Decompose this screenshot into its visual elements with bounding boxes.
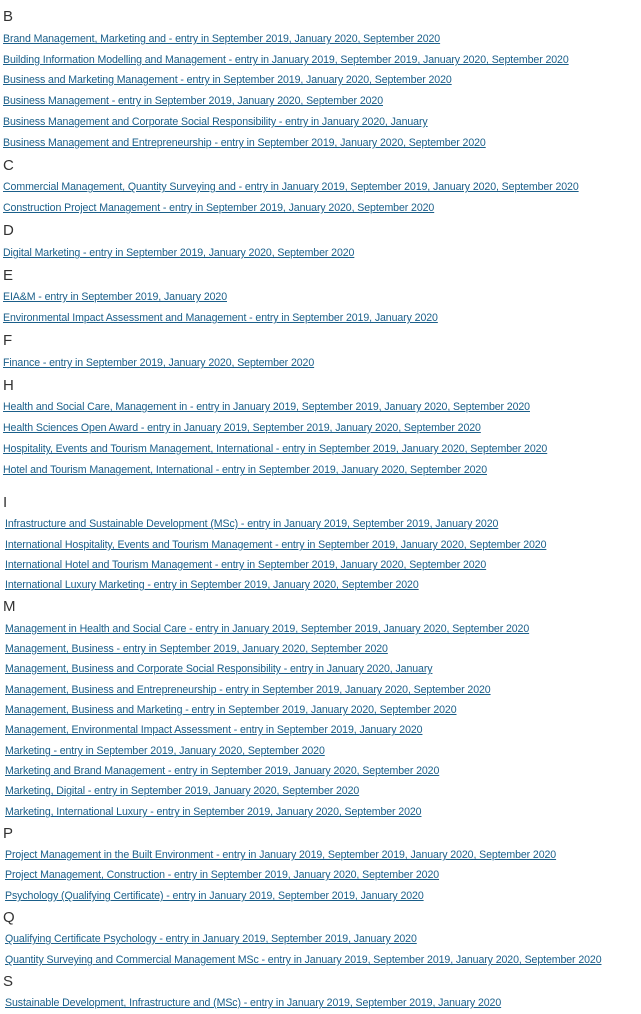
course-link[interactable]: Building Information Modelling and Management - entry in January 2019, September 2019, January 2020, September 2020 — [3, 54, 569, 66]
course-link[interactable]: Management, Business and Corporate Social Responsibility - entry in January 2020, January — [5, 663, 433, 675]
course-link[interactable]: Health Sciences Open Award - entry in January 2019, September 2019, January 2020, September 2020 — [3, 422, 481, 434]
course-link[interactable]: Business Management - entry in September 2019, January 2020, September 2020 — [3, 95, 383, 107]
course-link[interactable]: Management, Business and Marketing - entry in September 2019, January 2020, September 2020 — [5, 704, 457, 716]
course-link[interactable]: Management, Business and Entrepreneurship - entry in September 2019, January 2020, September 2020 — [5, 684, 491, 696]
course-link[interactable]: Management, Environmental Impact Assessment - entry in September 2019, January 2020 — [5, 724, 423, 736]
course-link[interactable]: EIA&M - entry in September 2019, January 2020 — [3, 291, 227, 303]
course-link[interactable]: Finance - entry in September 2019, January 2020, September 2020 — [3, 357, 315, 369]
section-letter-i: I — [3, 494, 8, 511]
section-letter-d: D — [3, 222, 14, 239]
course-link[interactable]: Construction Project Management - entry in September 2019, January 2020, September 2020 — [3, 202, 435, 214]
course-link[interactable]: Marketing - entry in September 2019, January 2020, September 2020 — [5, 745, 325, 757]
course-link[interactable]: Digital Marketing - entry in September 2019, January 2020, September 2020 — [3, 247, 355, 259]
section-letter-s: S — [3, 973, 14, 990]
course-link[interactable]: Management, Business - entry in September 2019, January 2020, September 2020 — [5, 643, 388, 655]
course-link[interactable]: Project Management in the Built Environment - entry in January 2019, September 2019, January 2020, September 2020 — [5, 849, 557, 861]
course-link[interactable]: Environmental Impact Assessment and Management - entry in September 2019, January 2020 — [3, 312, 438, 324]
course-link[interactable]: Quantity Surveying and Commercial Management MSc - entry in January 2019, September 2019, January 2020, September 2020 — [5, 954, 602, 966]
course-link[interactable]: Brand Management, Marketing and - entry in September 2019, January 2020, September 2020 — [3, 33, 441, 45]
course-link[interactable]: Marketing, Digital - entry in September 2019, January 2020, September 2020 — [5, 785, 360, 797]
course-link[interactable]: International Hotel and Tourism Management - entry in September 2019, January 2020, September 2020 — [5, 559, 487, 571]
section-letter-p: P — [3, 825, 14, 842]
section-letter-f: F — [3, 332, 13, 349]
course-link[interactable]: Qualifying Certificate Psychology - entry in January 2019, September 2019, January 2020 — [5, 933, 417, 945]
course-link[interactable]: Project Management, Construction - entry in September 2019, January 2020, September 2020 — [5, 869, 440, 881]
section-letter-q: Q — [3, 909, 15, 926]
section-letter-c: C — [3, 157, 14, 174]
course-link[interactable]: Business and Marketing Management - entry in September 2019, January 2020, September 2020 — [3, 74, 452, 86]
course-link[interactable]: Marketing and Brand Management - entry in September 2019, January 2020, September 2020 — [5, 765, 440, 777]
section-letter-b: B — [3, 8, 14, 25]
course-link[interactable]: Hotel and Tourism Management, International - entry in September 2019, January 2020, September 2020 — [3, 464, 487, 476]
course-link[interactable]: Business Management and Entrepreneurship - entry in September 2019, January 2020, September 2020 — [3, 137, 486, 149]
section-letter-e: E — [3, 267, 14, 284]
course-link[interactable]: Business Management and Corporate Social Responsibility - entry in January 2020, January — [3, 116, 428, 128]
course-link[interactable]: Psychology (Qualifying Certificate) - entry in January 2019, September 2019, January 2020 — [5, 890, 424, 902]
course-link[interactable]: Management in Health and Social Care - entry in January 2019, September 2019, January 2020, September 2020 — [5, 623, 530, 635]
section-letter-h: H — [3, 377, 14, 394]
section-letter-m: M — [3, 598, 16, 615]
course-link[interactable]: Marketing, International Luxury - entry in September 2019, January 2020, September 2020 — [5, 806, 422, 818]
course-link[interactable]: International Hospitality, Events and Tourism Management - entry in September 2019, January 2020, September 2020 — [5, 539, 547, 551]
course-link[interactable]: International Luxury Marketing - entry in September 2019, January 2020, September 2020 — [5, 579, 419, 591]
course-link[interactable]: Health and Social Care, Management in - entry in January 2019, September 2019, January 2020, September 2020 — [3, 401, 530, 413]
course-link[interactable]: Hospitality, Events and Tourism Management, International - entry in September 2019, January 2020, September 2020 — [3, 443, 548, 455]
course-link[interactable]: Commercial Management, Quantity Surveying and - entry in January 2019, September 2019, January 2020, September 2020 — [3, 181, 579, 193]
course-link[interactable]: Sustainable Development, Infrastructure and (MSc) - entry in January 2019, September 2019, January 2020 — [5, 997, 502, 1009]
course-link[interactable]: Infrastructure and Sustainable Development (MSc) - entry in January 2019, September 2019, January 2020 — [5, 518, 499, 530]
